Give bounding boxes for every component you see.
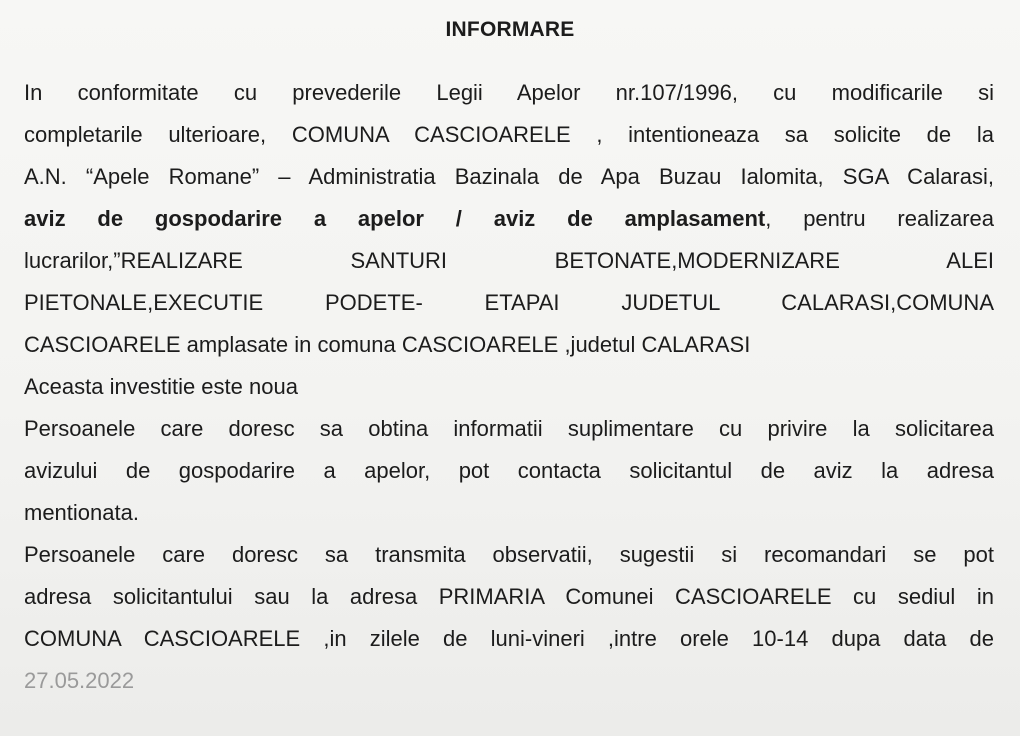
paragraph-2-line-2: avizului de gospodarire a apelor, pot contacta solicitantul de aviz la adresa (24, 458, 994, 483)
paragraph-1-line-4 (24, 198, 994, 240)
paragraph-1-line-6: PIETONALE,EXECUTIE PODETE- ETAPAI JUDETUL CALARASI,COMUNA (24, 290, 994, 315)
paragraph-1-line-2: completarile ulterioare, COMUNA CASCIOARELE , intentioneaza sa solicite de la (24, 122, 994, 147)
paragraph-1-line-5: lucrarilor,”REALIZARE SANTURI BETONATE,MODERNIZARE ALEI (24, 248, 994, 273)
paragraph-1-line-4-rest: , pentru realizarea (765, 206, 994, 231)
paragraph-1-line-7: CASCIOARELE amplasate in comuna CASCIOARELE ,judetul CALARASI (24, 332, 751, 357)
paragraph-1-line-3: A.N. “Apele Romane” – Administratia Bazinala de Apa Buzau Ialomita, SGA Calarasi, (24, 164, 994, 189)
document-body (24, 72, 994, 702)
paragraph-2-line-1: Persoanele care doresc sa obtina informatii suplimentare cu privire la solicitarea (24, 416, 994, 441)
document-date: 27.05.2022 (24, 668, 135, 693)
aviz-bold-text: aviz de gospodarire a apelor / aviz de amplasament (24, 206, 766, 231)
paragraph-3-line-3: COMUNA CASCIOARELE ,in zilele de luni-vineri ,intre orele 10-14 dupa data de (24, 626, 994, 651)
document-title: INFORMARE (445, 18, 575, 41)
investment-statement: Aceasta investitie este noua (24, 374, 298, 399)
paragraph-1-line-1: In conformitate cu prevederile Legii Apelor nr.107/1996, cu modificarile si (24, 80, 994, 105)
paragraph-2-line-3: mentionata. (24, 500, 139, 525)
paragraph-3-line-1: Persoanele care doresc sa transmita observatii, sugestii si recomandari se pot (24, 542, 994, 567)
paragraph-3-line-2: adresa solicitantului sau la adresa PRIMARIA Comunei CASCIOARELE cu sediul in (24, 584, 994, 609)
